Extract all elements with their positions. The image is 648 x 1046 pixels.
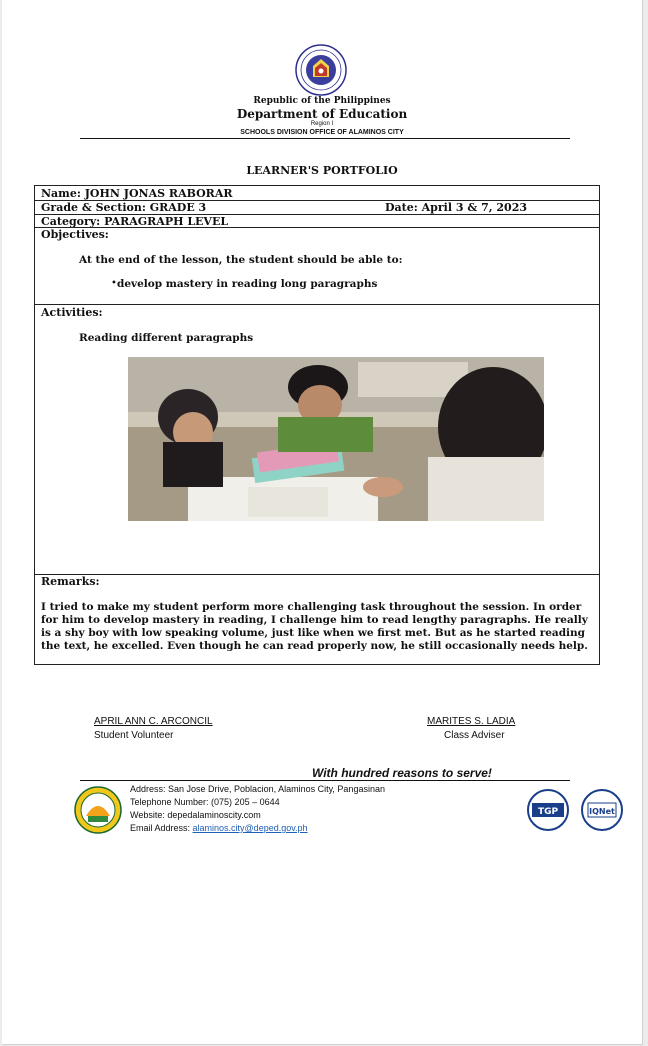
footer-divider	[80, 780, 570, 781]
objective-item: develop mastery in reading long paragraphs	[117, 278, 378, 290]
signatory-name: APRIL ANN C. ARCONCIL	[94, 716, 213, 727]
motto: With hundred reasons to serve!	[312, 766, 492, 780]
header-division: SCHOOLS DIVISION OFFICE OF ALAMINOS CITY	[240, 129, 404, 136]
header-divider	[80, 138, 570, 139]
header-region: Region I	[310, 121, 334, 127]
learner-name: Name: JOHN JONAS RABORAR	[41, 187, 233, 200]
grade-section: Grade & Section: GRADE 3	[41, 201, 207, 214]
category: Category: PARAGRAPH LEVEL	[41, 215, 229, 228]
form-divider	[35, 304, 599, 305]
footer-email-label: Email Address:	[130, 823, 193, 833]
footer-email-row	[130, 823, 308, 833]
bullet-icon: •	[111, 278, 117, 289]
objectives-label: Objectives:	[41, 228, 109, 241]
signatory-role: Class Adviser	[444, 730, 505, 741]
activity-photo	[128, 357, 544, 521]
division-seal-icon	[74, 786, 122, 834]
deped-seal-icon	[295, 44, 347, 96]
document-page	[2, 0, 643, 1045]
footer-email-link[interactable]: alaminos.city@deped.gov.ph	[192, 823, 308, 833]
form-divider	[35, 227, 599, 228]
footer-telephone: Telephone Number: (075) 205 – 0644	[130, 797, 280, 807]
remarks-text: I tried to make my student perform more challenging task throughout the session. In order for him to develop mastery in reading, I challenge him to read lengthy paragraphs. He really is a shy boy with low speaking volume, just like when we first met. But as he started reading the text, he excelled. Even though he can read properly now, he still occasionally needs help.	[41, 601, 588, 652]
lesson-date: Date: April 3 & 7, 2023	[385, 201, 528, 214]
header-republic: Republic of the Philippines	[253, 96, 391, 106]
activities-label: Activities:	[41, 306, 103, 319]
svg-text:IQNet: IQNet	[589, 807, 615, 816]
iqnet-badge-icon	[580, 789, 624, 831]
svg-text:TGP: TGP	[537, 807, 559, 817]
objectives-intro: At the end of the lesson, the student should be able to:	[79, 254, 403, 266]
footer-address: Address: San Jose Drive, Poblacion, Alaminos City, Pangasinan	[130, 784, 385, 794]
document-title: LEARNER'S PORTFOLIO	[246, 164, 398, 177]
signatory-name: MARITES S. LADIA	[427, 716, 516, 727]
footer-website: Website: depedalaminoscity.com	[130, 810, 261, 820]
header-department: Department of Education	[236, 107, 408, 121]
form-divider	[35, 574, 599, 575]
signatory-role: Student Volunteer	[94, 730, 174, 741]
activities-text: Reading different paragraphs	[79, 332, 254, 344]
remarks-label: Remarks:	[41, 575, 100, 588]
tgp-badge-icon	[524, 789, 572, 831]
